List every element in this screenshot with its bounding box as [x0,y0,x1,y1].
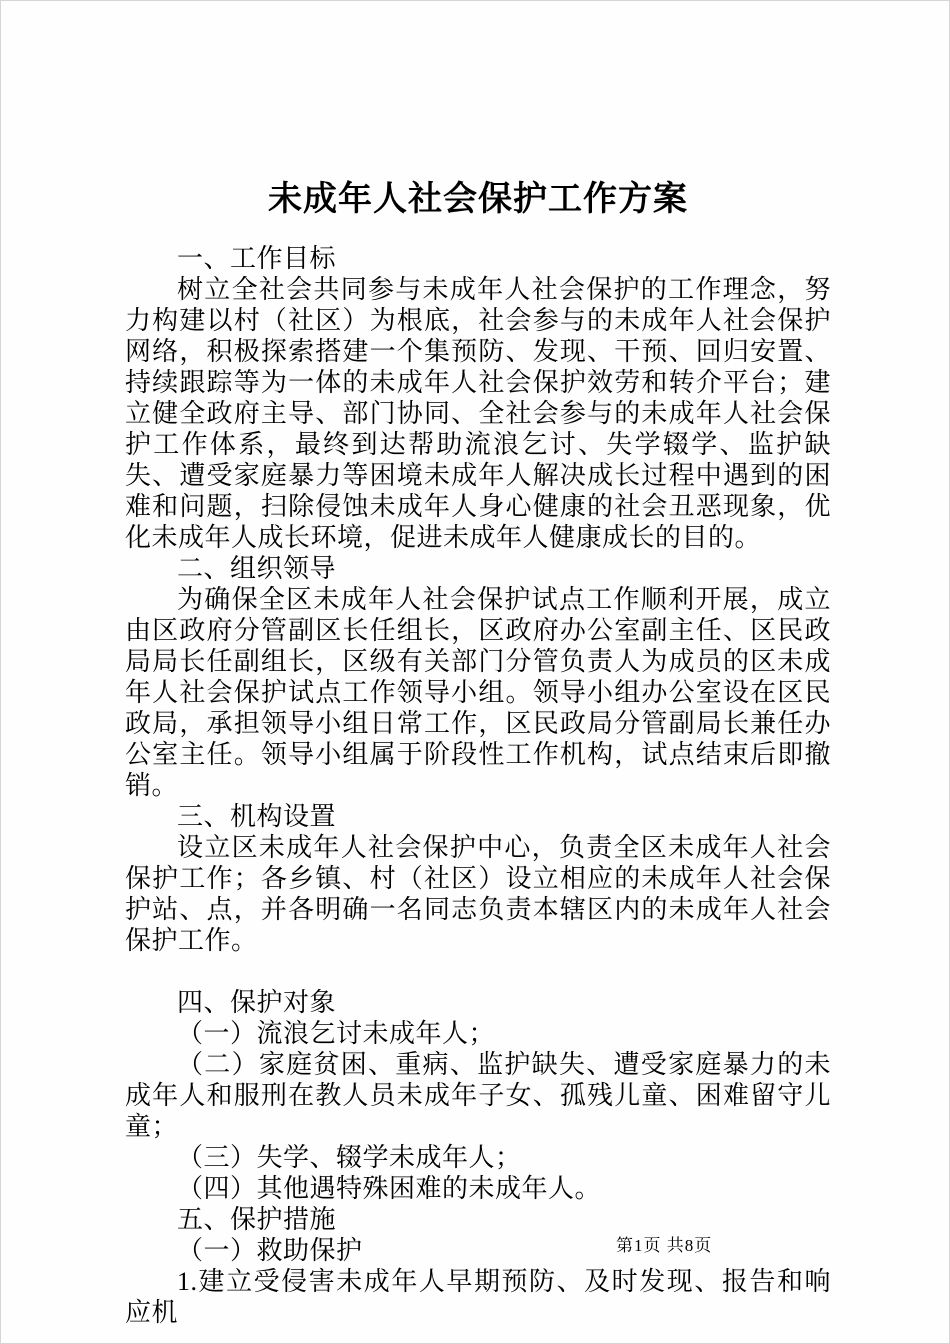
paragraph: 为确保全区未成年人社会保护试点工作顺利开展，成立由区政府分管副区长任组长，区政府办公室副主任、区民政局局长任副组长，区级有关部门分管负责人为成员的区未成年人社会保护试点工作领导小组。领导小组办公室设在区民政局，承担领导小组日常工作，区民政局分管副局长兼任办公室主任。领导小组属于阶段性工作机构，试点结束后即撤销。 [125,585,831,800]
page-number-label: 第1页 共8页 [616,1236,713,1255]
paragraph: （四）其他遇特殊困难的未成年人。 [177,1174,602,1203]
section-heading: 二、组织领导 [177,554,337,583]
paragraph: 树立全社会共同参与未成年人社会保护的工作理念，努力构建以村（社区）为根底，社会参与的未成年人社会保护网络，积极探索搭建一个集预防、发现、干预、回归安置、持续跟踪等为一体的未成年人社会保护效劳和转介平台；建立健全政府主导、部门协同、全社会参与的未成年人社会保护工作体系，最终到达帮助流浪乞讨、失学辍学、监护缺失、遭受家庭暴力等困境未成年人解决成长过程中遇到的困难和问题，扫除侵蚀未成年人身心健康的社会丑恶现象，优化未成年人成长环境，促进未成年人健康成长的目的。 [125,275,831,552]
section-heading: 一、工作目标 [177,244,337,273]
paragraph: （三）失学、辍学未成年人； [177,1143,522,1172]
document-title: 未成年人社会保护工作方案 [268,181,688,218]
paragraph: （二）家庭贫困、重病、监护缺失、遭受家庭暴力的未成年人和服刑在教人员未成年子女、孤残儿童、困难留守儿童； [125,1050,831,1141]
document-body [125,243,831,1328]
page-footer [616,1231,712,1256]
section-heading: 三、机构设置 [177,802,337,831]
paragraph: 1.建立受侵害未成年人早期预防、及时发现、报告和响应机 [125,1267,831,1327]
section-heading: 四、保护对象 [177,988,337,1017]
paragraph: （一）流浪乞讨未成年人； [177,1019,496,1048]
section-heading: 五、保护措施 [177,1205,337,1234]
subsection-heading: （一）救助保护 [177,1236,363,1265]
paragraph: 设立区未成年人社会保护中心，负责全区未成年人社会保护工作；各乡镇、村（社区）设立相应的未成年人社会保护站、点，并各明确一名同志负责本辖区内的未成年人社会保护工作。 [125,833,831,955]
